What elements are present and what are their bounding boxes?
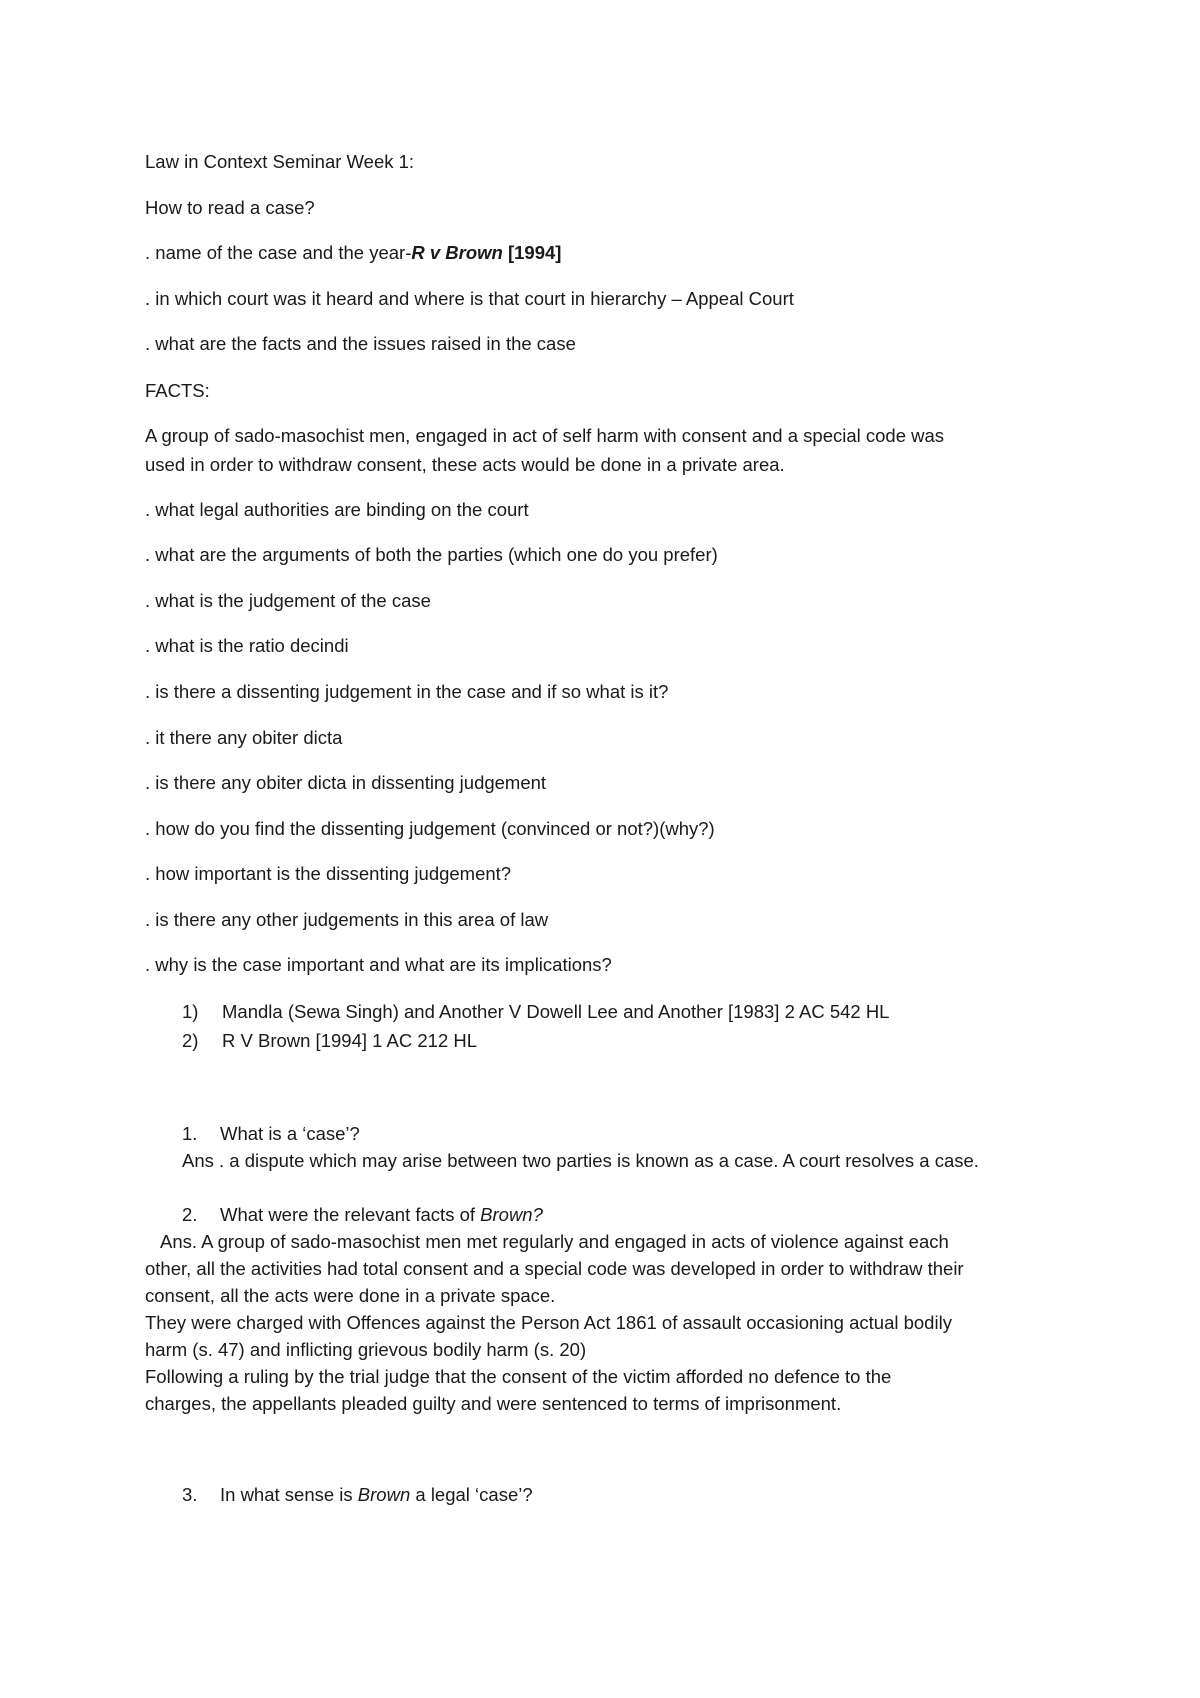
bullet-facts-issues: . what are the facts and the issues raised in the case xyxy=(145,333,576,354)
answer-2-line: consent, all the acts were done in a private space. xyxy=(145,1285,556,1306)
document-title: Law in Context Seminar Week 1: xyxy=(145,151,415,172)
question-number: 3. xyxy=(182,1484,198,1505)
question-2 xyxy=(182,1201,543,1229)
bullet-case-name-prefix: . name of the case and the year- xyxy=(145,242,412,263)
bullet-item: . what legal authorities are binding on the court xyxy=(145,499,529,520)
answer-1: Ans . a dispute which may arise between two parties is known as a case. A court resolves a case. xyxy=(182,1150,979,1171)
answer-2-line: They were charged with Offences against the Person Act 1861 of assault occasioning actual bodily xyxy=(145,1312,952,1333)
bullet-case-name-year: [1994] xyxy=(502,242,562,263)
bullet-item: . is there any obiter dicta in dissenting judgement xyxy=(145,772,547,793)
case-list-item xyxy=(182,998,889,1026)
case-list-text: Mandla (Sewa Singh) and Another V Dowell Lee and Another [1983] 2 AC 542 HL xyxy=(222,1001,890,1022)
facts-line: used in order to withdraw consent, these acts would be done in a private area. xyxy=(145,454,785,475)
bullet-item: . is there a dissenting judgement in the case and if so what is it? xyxy=(145,681,669,702)
question-text-suffix: a legal ‘case’? xyxy=(410,1484,533,1505)
bullet-item: . how do you find the dissenting judgement (convinced or not?)(why?) xyxy=(145,818,715,839)
case-list-number: 2) xyxy=(182,1030,199,1051)
bullet-item: . why is the case important and what are its implications? xyxy=(145,954,612,975)
answer-2-line: harm (s. 47) and inflicting grievous bodily harm (s. 20) xyxy=(145,1339,587,1360)
answer-2-line: charges, the appellants pleaded guilty and were sentenced to terms of imprisonment. xyxy=(145,1393,842,1414)
bullet-case-name-title: R v Brown xyxy=(411,242,503,263)
question-3 xyxy=(182,1481,533,1509)
question-text: In what sense is xyxy=(220,1484,358,1505)
facts-heading: FACTS: xyxy=(145,380,210,401)
answer-2-line: other, all the activities had total consent and a special code was developed in order to withdraw their xyxy=(145,1258,964,1279)
bullet-item: . it there any obiter dicta xyxy=(145,727,343,748)
answer-2-line: Ans. A group of sado-masochist men met regularly and engaged in acts of violence against each xyxy=(160,1231,949,1252)
answer-2-line: Following a ruling by the trial judge that the consent of the victim afforded no defence to the xyxy=(145,1366,892,1387)
question-number: 2. xyxy=(182,1204,198,1225)
document-subtitle: How to read a case? xyxy=(145,197,315,218)
case-list-item xyxy=(182,1027,477,1055)
question-case-name: Brown xyxy=(357,1484,411,1505)
bullet-court: . in which court was it heard and where is that court in hierarchy – Appeal Court xyxy=(145,288,794,309)
question-1 xyxy=(182,1120,360,1148)
bullet-item: . what are the arguments of both the parties (which one do you prefer) xyxy=(145,544,718,565)
facts-line: A group of sado-masochist men, engaged in act of self harm with consent and a special code was xyxy=(145,425,945,446)
bullet-item: . is there any other judgements in this area of law xyxy=(145,909,549,930)
bullet-item: . how important is the dissenting judgement? xyxy=(145,863,512,884)
bullet-item: . what is the ratio decindi xyxy=(145,635,349,656)
question-number: 1. xyxy=(182,1123,198,1144)
case-list-text: R V Brown [1994] 1 AC 212 HL xyxy=(222,1030,478,1051)
question-case-name: Brown? xyxy=(480,1204,543,1225)
bullet-item: . what is the judgement of the case xyxy=(145,590,431,611)
case-list-number: 1) xyxy=(182,1001,199,1022)
bullet-case-name xyxy=(145,239,561,267)
question-text: What were the relevant facts of xyxy=(220,1204,481,1225)
question-text: What is a ‘case’? xyxy=(220,1123,360,1144)
